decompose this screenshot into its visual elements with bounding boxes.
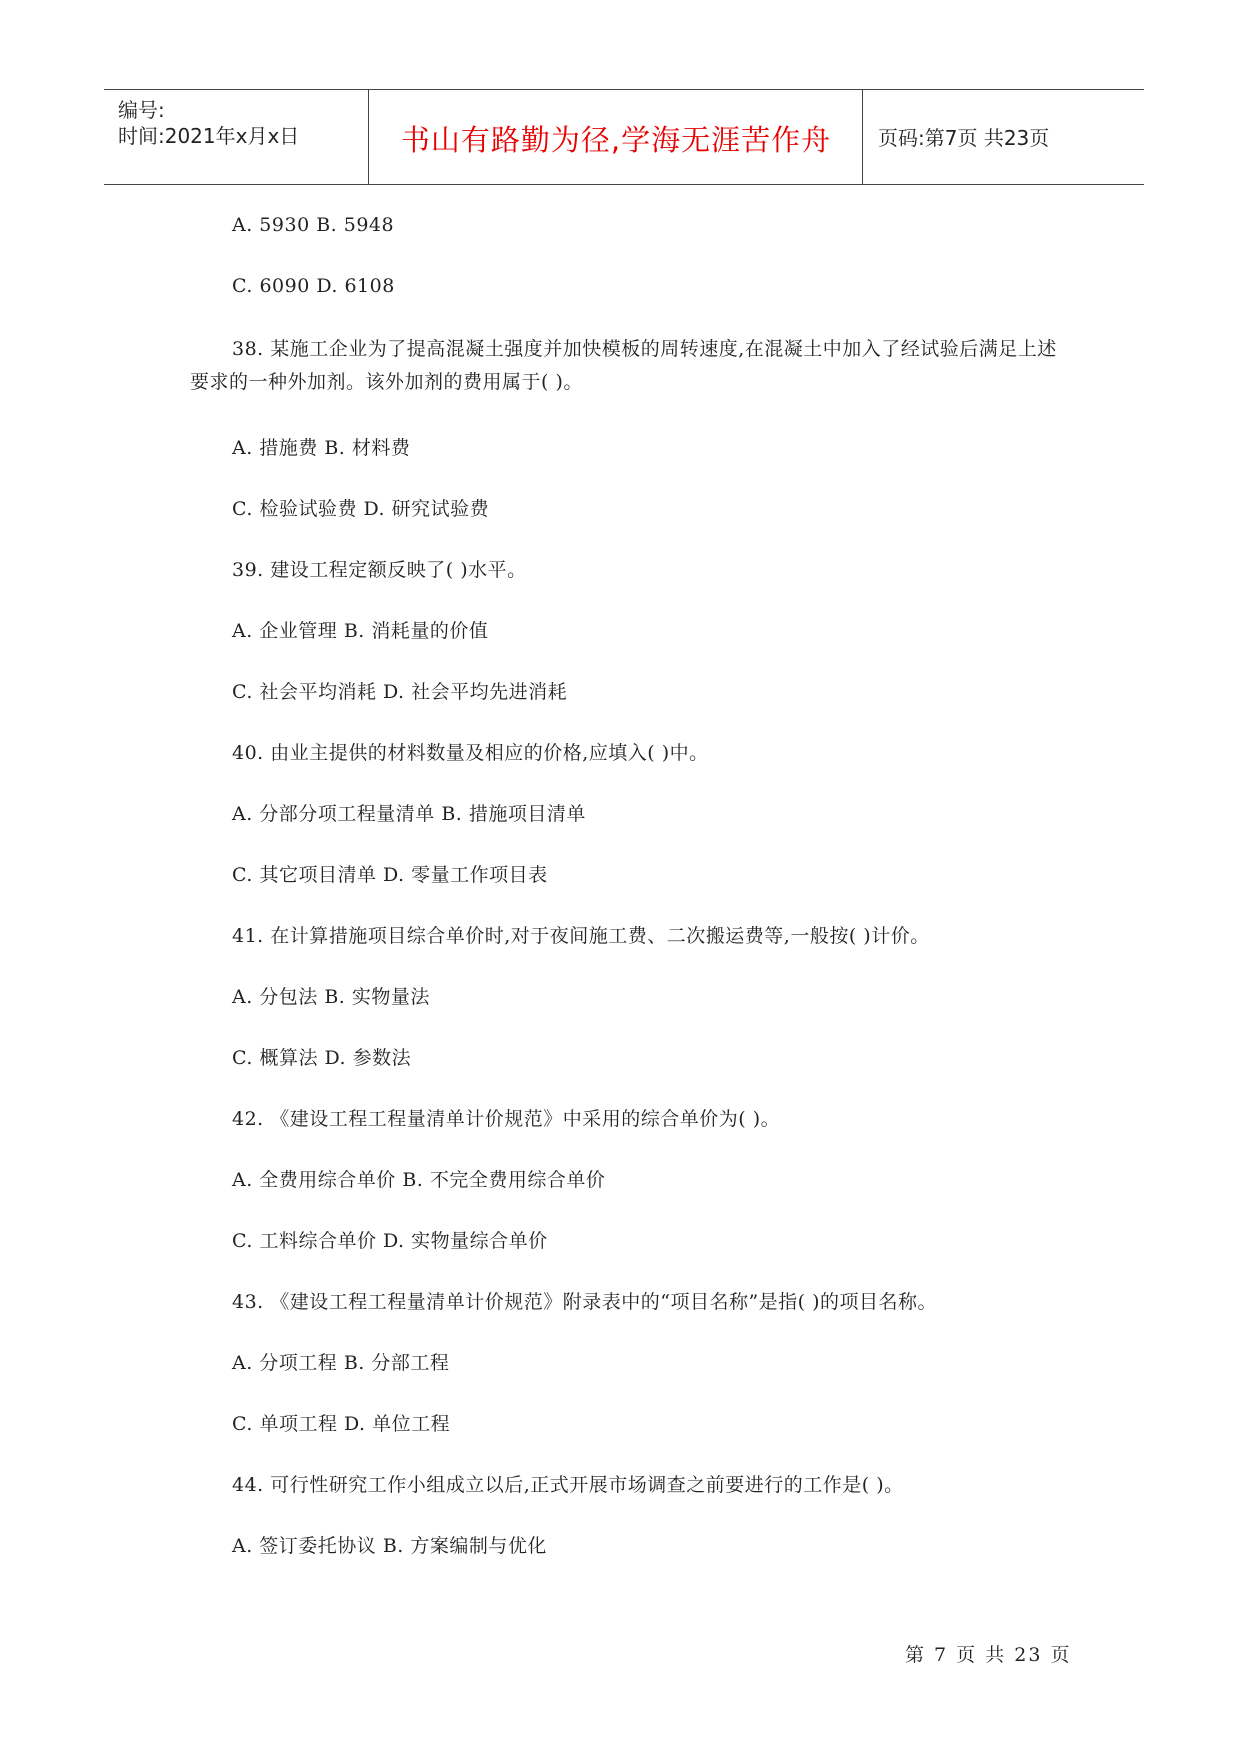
options-line: A. 分项工程 B. 分部工程: [232, 1352, 450, 1374]
header-motto-cell: [370, 90, 863, 184]
options-line: A. 措施费 B. 材料费: [232, 437, 411, 459]
options-line: A. 全费用综合单价 B. 不完全费用综合单价: [232, 1169, 606, 1191]
header-page-cell: [864, 90, 1144, 184]
question-43: 43. 《建设工程工程量清单计价规范》附录表中的“项目名称”是指( )的项目名称。: [232, 1291, 938, 1313]
number-label: 编号:: [118, 98, 165, 122]
options-line: A. 分包法 B. 实物量法: [232, 986, 430, 1008]
options-line: C. 单项工程 D. 单位工程: [232, 1413, 451, 1435]
options-line: C. 其它项目清单 D. 零量工作项目表: [232, 864, 548, 886]
options-line: C. 6090 D. 6108: [232, 275, 395, 297]
options-line: A. 分部分项工程量清单 B. 措施项目清单: [232, 803, 586, 825]
options-line: A. 签订委托协议 B. 方案编制与优化: [232, 1535, 547, 1557]
question-38: 38. 某施工企业为了提高混凝土强度并加快模板的周转速度,在混凝土中加入了经试验后满足上述要求的一种外加剂。该外加剂的费用属于( )。: [190, 338, 1057, 393]
question-39: 39. 建设工程定额反映了( )水平。: [232, 559, 527, 581]
options-line: C. 社会平均消耗 D. 社会平均先进消耗: [232, 681, 568, 703]
question-42: 42. 《建设工程工程量清单计价规范》中采用的综合单价为( )。: [232, 1108, 781, 1130]
options-line: A. 企业管理 B. 消耗量的价值: [232, 620, 489, 642]
page-footer: 第 7 页 共 23 页: [905, 1644, 1072, 1666]
options-line: C. 概算法 D. 参数法: [232, 1047, 412, 1069]
page-code: 页码:第7页 共23页: [878, 126, 1050, 150]
question-44: 44. 可行性研究工作小组成立以后,正式开展市场调查之前要进行的工作是( )。: [232, 1474, 904, 1496]
header-meta-cell: [104, 90, 369, 184]
time-label: 时间:2021年x月x日: [118, 124, 300, 148]
options-line: A. 5930 B. 5948: [232, 214, 395, 236]
question-40: 40. 由业主提供的材料数量及相应的价格,应填入( )中。: [232, 742, 709, 764]
motto-text: 书山有路勤为径,学海无涯苦作舟: [400, 123, 832, 157]
options-line: C. 工料综合单价 D. 实物量综合单价: [232, 1230, 548, 1252]
options-line: C. 检验试验费 D. 研究试验费: [232, 498, 490, 520]
document-header: [104, 89, 1144, 185]
question-41: 41. 在计算措施项目综合单价时,对于夜间施工费、二次搬运费等,一般按( )计价。: [232, 925, 930, 947]
